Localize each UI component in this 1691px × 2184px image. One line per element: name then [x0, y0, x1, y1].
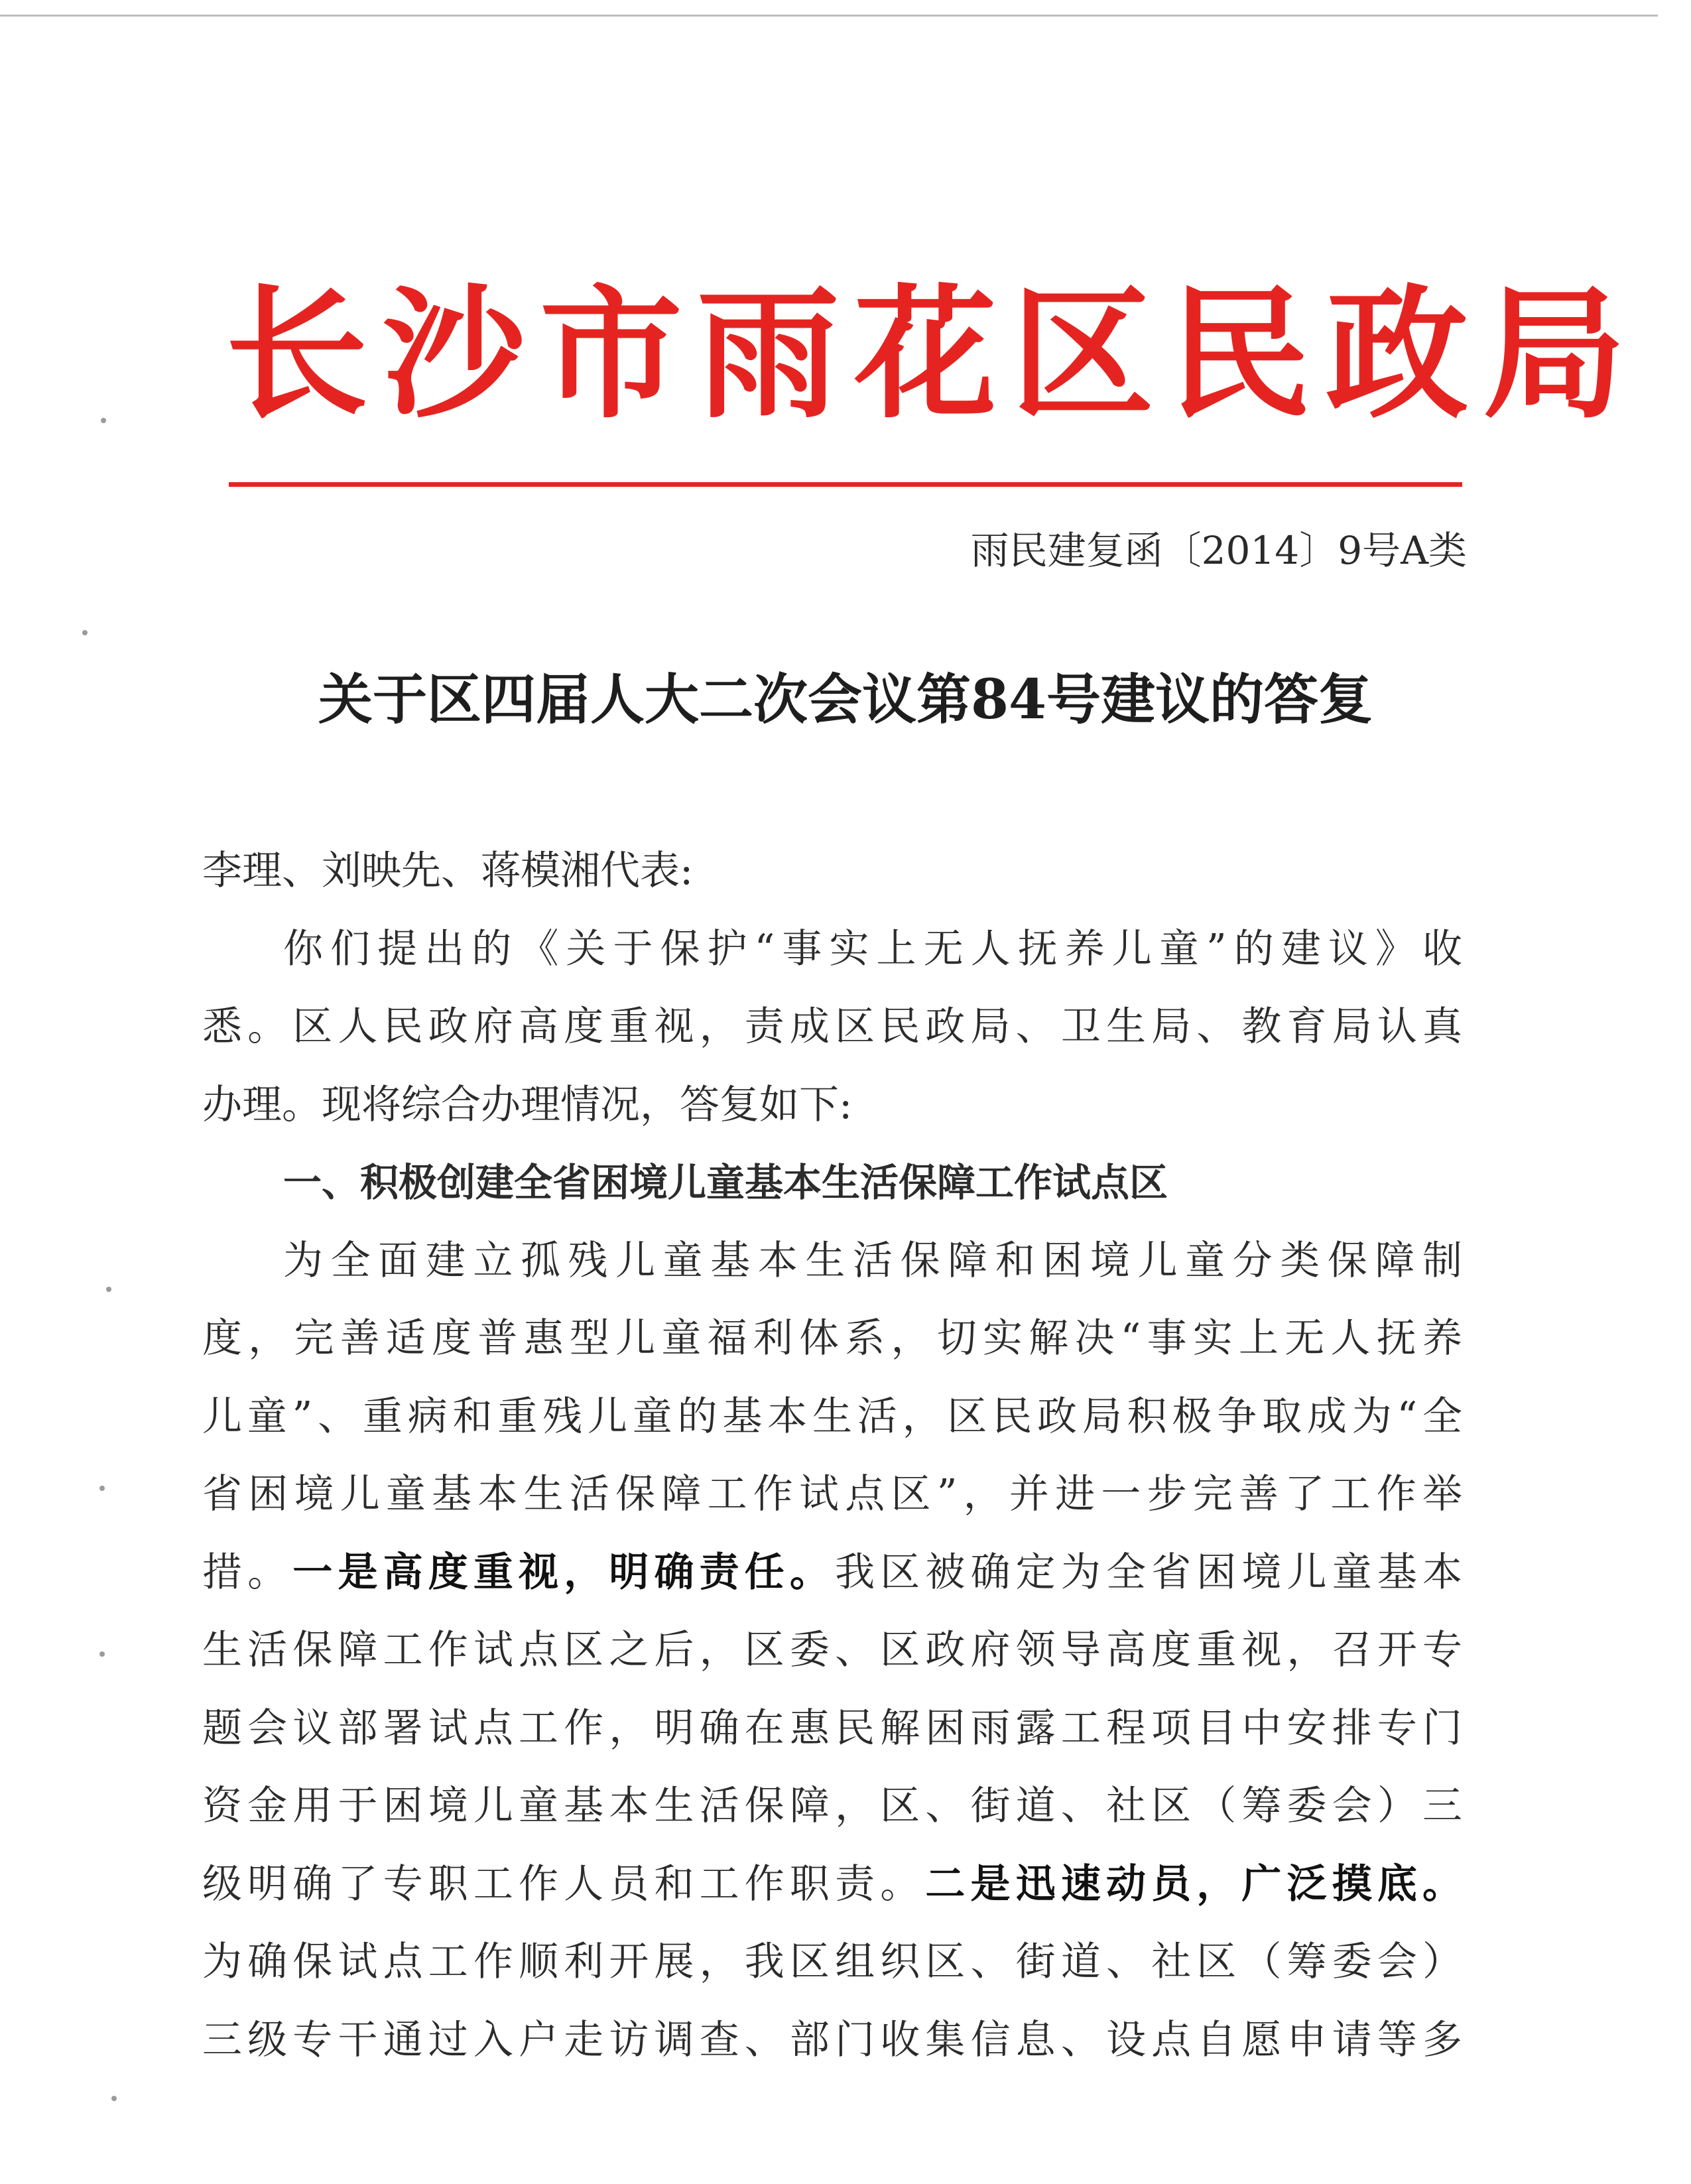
salutation: 李理、刘映先、蒋模湘代表:: [202, 848, 694, 894]
scan-speck: [99, 1651, 105, 1657]
section-heading-1: 一、积极创建全省困境儿童基本生活保障工作试点区: [283, 1160, 1168, 1205]
paragraph-line: 题会议部署试点工作，明确在惠民解困雨露工程项目中安排专门: [202, 1704, 1462, 1752]
paragraph-line: 为全面建立孤残儿童基本生活保障和困境儿童分类保障制: [283, 1237, 1462, 1284]
letterhead-title: 长沙市雨花区民政局: [225, 271, 1640, 438]
paragraph-line: [202, 1534, 1462, 1612]
scan-speck: [106, 1287, 111, 1292]
paragraph-line: 生活保障工作试点区之后，区委、区政府领导高度重视，召开专: [202, 1627, 1462, 1673]
text-run: 我区被确定为全省困境儿童基本: [835, 1549, 1463, 1596]
document-body: [202, 832, 1462, 2079]
paragraph-line: [202, 1846, 1462, 1924]
scan-speck: [111, 2096, 117, 2101]
scan-speck: [101, 418, 106, 423]
paragraph-line: 省困境儿童基本生活保障工作试点区”，并进一步完善了工作举: [202, 1471, 1462, 1517]
bold-lead-phrase: 一是高度重视，明确责任。: [292, 1549, 836, 1596]
text-run: 措。: [202, 1549, 293, 1596]
text-run: 级明确了专职工作人员和工作职责。: [202, 1860, 926, 1907]
bold-lead-phrase: 二是迅速动员，广泛摸底。: [925, 1860, 1463, 1907]
scan-speck: [82, 630, 88, 635]
paragraph-line: 办理。现将综合办理情况，答复如下:: [202, 1081, 853, 1128]
paragraph-line: 悉。区人民政府高度重视，责成区民政局、卫生局、教育局认真: [202, 1003, 1462, 1050]
paragraph-line: 儿童”、重病和重残儿童的基本生活，区民政局积极争取成为“全: [202, 1393, 1462, 1440]
scan-edge-line: [0, 15, 1658, 17]
paragraph-line: 度，完善适度普惠型儿童福利体系，切实解决“事实上无人抚养: [202, 1315, 1462, 1362]
paragraph-line: 你们提出的《关于保护“事实上无人抚养儿童”的建议》收: [283, 925, 1462, 972]
letterhead-red-rule: [229, 482, 1462, 487]
paragraph-line: 为确保试点工作顺利开展，我区组织区、街道、社区（筹委会）: [202, 1939, 1462, 1985]
paragraph-line: 资金用于困境儿童基本生活保障，区、街道、社区（筹委会）三: [202, 1783, 1462, 1829]
document-number: 雨民建复函〔2014〕9号A类: [970, 528, 1467, 573]
scan-speck: [99, 1486, 105, 1491]
document-title: 关于区四届人大二次会议第84号建议的答复: [318, 668, 1373, 732]
paragraph-line: 三级专干通过入户走访调查、部门收集信息、设点自愿申请等多: [202, 2016, 1462, 2063]
